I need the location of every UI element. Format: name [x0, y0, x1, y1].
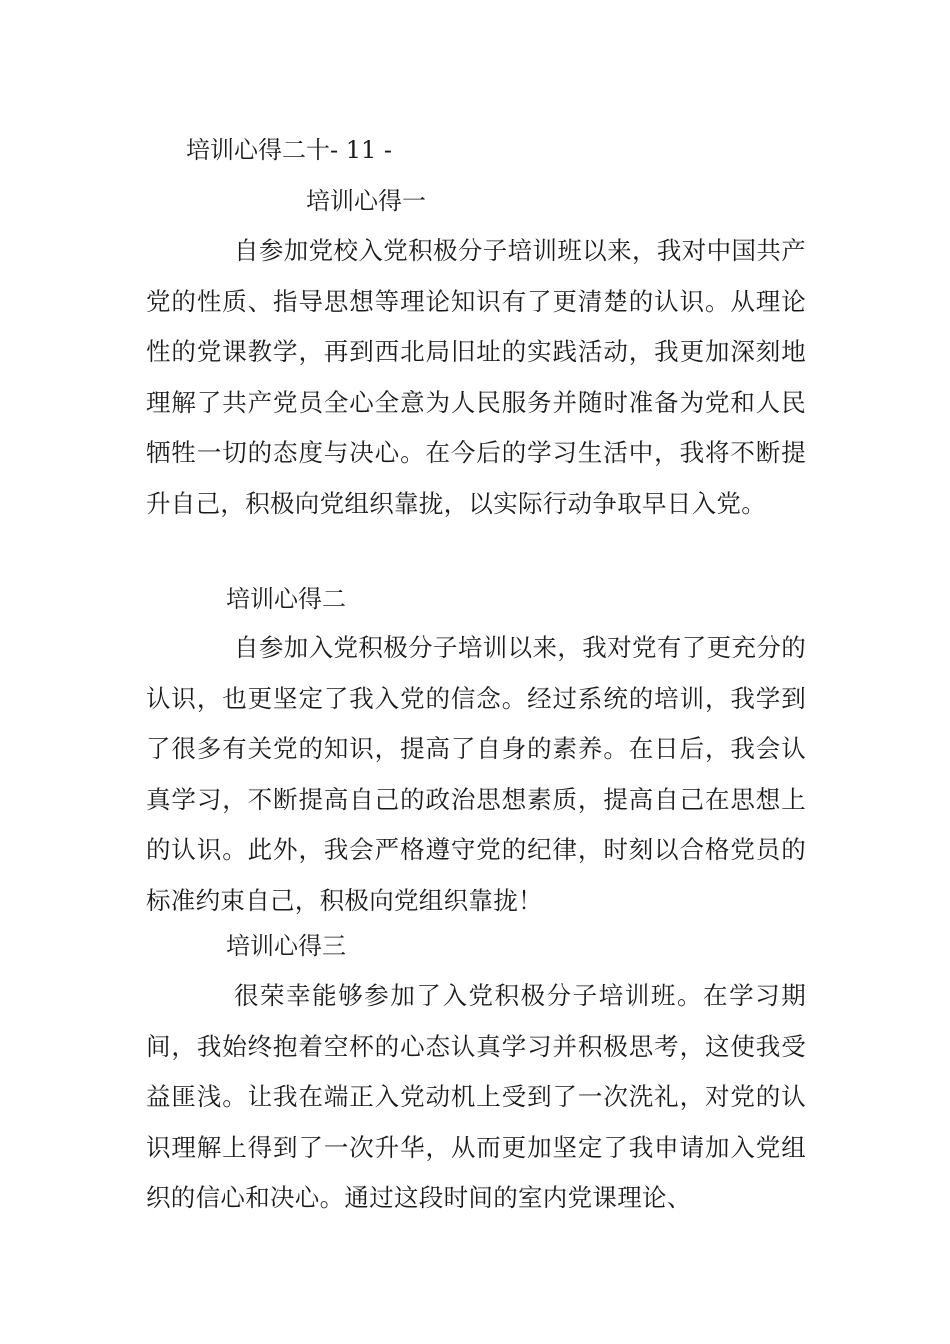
- section-body-2: 自参加入党积极分子培训以来，我对党有了更充分的认识，也更坚定了我入党的信念。经过系统的培训，我学到了很多有关党的知识，提高了自身的素养。在日后，我会认真学习，不断提高自己的政治思想素质，提高自己在思想上的认识。此外，我会严格遵守党的纪律，时刻以合格党员的标准约束自己，积极向党组织靠拢！: [146, 633, 806, 915]
- document-header: 培训心得二十- 11 -: [186, 136, 393, 164]
- section-title-1: 培训心得一: [306, 187, 426, 215]
- section-title-3: 培训心得三: [226, 932, 346, 960]
- section-title-2: 培训心得二: [226, 585, 346, 613]
- section-body-1: 自参加党校入党积极分子培训班以来，我对中国共产党的性质、指导思想等理论知识有了更清楚的认识。从理论性的党课教学，再到西北局旧址的实践活动，我更加深刻地理解了共产党员全心全意为人民服务并随时准备为党和人民牺牲一切的态度与决心。在今后的学习生活中，我将不断提升自己，积极向党组织靠拢，以实际行动争取早日入党。: [146, 236, 806, 518]
- section-body-3: 很荣幸能够参加了入党积极分子培训班。在学习期间，我始终抱着空杯的心态认真学习并积极思考，这使我受益匪浅。让我在端正入党动机上受到了一次洗礼，对党的认识理解上得到了一次升华，从而更加坚定了我申请加入党组织的信心和决心。通过这段时间的室内党课理论、: [146, 981, 806, 1213]
